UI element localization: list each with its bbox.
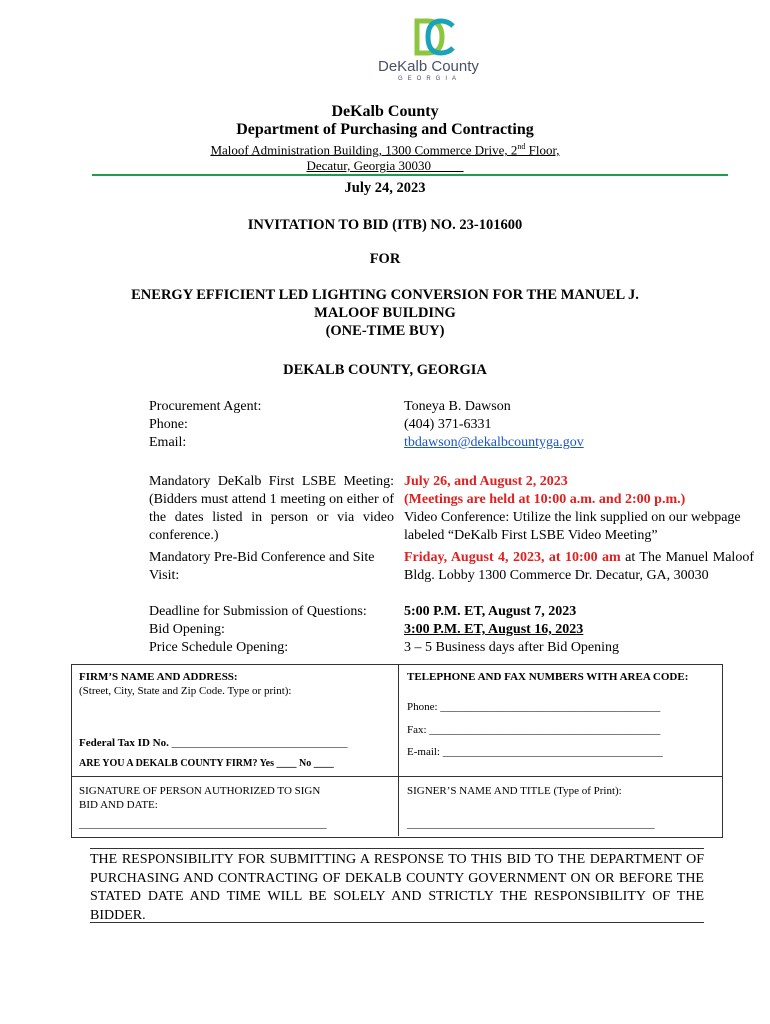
deadline-values bbox=[404, 603, 754, 657]
project-title: ENERGY EFFICIENT LED LIGHTING CONVERSION FOR THE MANUEL J. MALOOF BUILDING (ONE-TIME BUY) bbox=[131, 287, 639, 339]
email-field[interactable]: E-mail: ________________________________________ bbox=[407, 746, 663, 758]
prebid-details bbox=[404, 549, 754, 585]
county-name: DeKalb County bbox=[331, 103, 439, 120]
signature-label: SIGNATURE OF PERSON AUTHORIZED TO SIGN BID AND DATE: bbox=[79, 785, 321, 811]
issue-date: July 24, 2023 bbox=[344, 180, 426, 196]
for-label: FOR bbox=[369, 251, 401, 267]
agent-name: Toneya B. Dawson bbox=[404, 399, 511, 414]
contact-labels: Procurement Agent: Phone: Email: bbox=[149, 399, 262, 450]
phone-fax-heading: TELEPHONE AND FAX NUMBERS WITH AREA CODE: bbox=[407, 671, 689, 683]
notice-bottom-rule bbox=[90, 922, 704, 923]
agent-phone: (404) 371-6331 bbox=[404, 417, 492, 432]
signer-name-label: SIGNER’S NAME AND TITLE (Type of Print): bbox=[407, 785, 622, 797]
signature-line[interactable]: _____________________________________________ bbox=[79, 818, 327, 830]
dekalb-county-logo bbox=[370, 18, 500, 88]
lsbe-meeting-label: Mandatory DeKalb First LSBE Meeting: (Bidders must attend 1 meeting on either of the dates listed in person or via video conference.) bbox=[149, 474, 394, 543]
responsibility-notice: THE RESPONSIBILITY FOR SUBMITTING A RESPONSE TO THIS BID TO THE DEPARTMENT OF PURCHASING AND CONTRACTING OF DEKALB COUNTY GOVERNMENT ON OR BEFORE THE STATED DATE AND TIME WILL BE SOLELY AND STRICTLY THE RESPONSIBILITY OF THE BIDDER. bbox=[90, 852, 704, 923]
signer-name-line[interactable]: _____________________________________________ bbox=[407, 818, 655, 830]
phone-field[interactable]: Phone: ________________________________________ bbox=[407, 701, 661, 713]
bid-opening-date: 3:00 P.M. ET, August 16, 2023 bbox=[404, 622, 584, 637]
address-line-1: Maloof Administration Building, 1300 Commerce Drive, 2nd Floor, bbox=[210, 142, 560, 158]
notice-top-rule bbox=[90, 848, 704, 849]
firm-address-hint[interactable]: (Street, City, State and Zip Code. Type or print): bbox=[79, 685, 292, 697]
header-divider bbox=[92, 174, 728, 176]
dc-logo-mark-icon bbox=[414, 18, 456, 56]
form-column-divider bbox=[398, 664, 399, 836]
prebid-location: at The Manuel Maloof Bldg. Lobby 1300 Commerce Dr. Decatur, GA, 30030 bbox=[404, 550, 754, 583]
logo-subtitle: GEORGIA bbox=[398, 76, 462, 82]
fax-field[interactable]: Fax: __________________________________________ bbox=[407, 724, 661, 736]
department-name: Department of Purchasing and Contracting bbox=[236, 121, 534, 138]
dekalb-firm-question[interactable]: ARE YOU A DEKALB COUNTY FIRM? Yes ____ No ____ bbox=[79, 758, 334, 769]
location-heading: DEKALB COUNTY, GEORGIA bbox=[283, 362, 487, 378]
prebid-date: Friday, August 4, 2023, at 10:00 am bbox=[404, 550, 621, 565]
prebid-label: Mandatory Pre-Bid Conference and Site Visit: bbox=[149, 550, 375, 583]
lsbe-video-conference: Video Conference: Utilize the link supplied on our webpage labeled “DeKalb First LSBE Video Meeting” bbox=[404, 510, 741, 543]
lsbe-times: (Meetings are held at 10:00 a.m. and 2:00 p.m.) bbox=[404, 492, 686, 507]
tax-id-field[interactable]: Federal Tax ID No. ________________________________ bbox=[79, 737, 348, 749]
contact-values bbox=[404, 398, 754, 452]
agent-email-link[interactable]: tbdawson@dekalbcountyga.gov bbox=[404, 435, 584, 450]
questions-deadline: 5:00 P.M. ET, August 7, 2023 bbox=[404, 604, 577, 619]
lsbe-dates: July 26, and August 2, 2023 bbox=[404, 474, 568, 489]
lsbe-meeting-details bbox=[404, 473, 754, 545]
address-line-2: Decatur, Georgia 30030_____ bbox=[306, 158, 464, 173]
form-row-divider bbox=[71, 776, 722, 777]
price-schedule-opening: 3 – 5 Business days after Bid Opening bbox=[404, 640, 620, 655]
deadline-labels: Deadline for Submission of Questions: Bid Opening: Price Schedule Opening: bbox=[149, 604, 367, 655]
itb-number: INVITATION TO BID (ITB) NO. 23-101600 bbox=[247, 217, 523, 233]
logo-name: DeKalb County bbox=[378, 58, 479, 75]
firm-name-label: FIRM’S NAME AND ADDRESS: bbox=[79, 671, 238, 683]
